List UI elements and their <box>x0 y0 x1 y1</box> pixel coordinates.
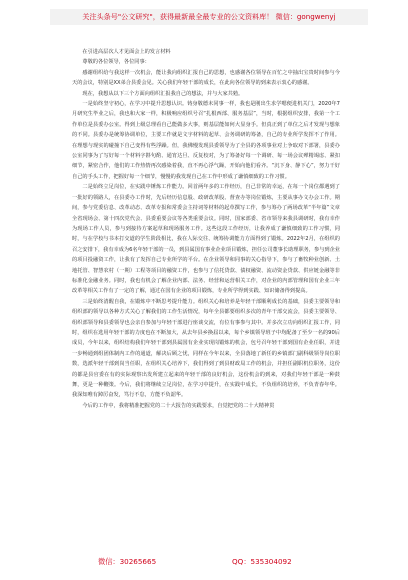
header-banner: 关注头条号"公文研究"，获得最新最全最专业的公文资料库！ 微信：gongwenyj <box>50 9 368 25</box>
footer-wechat: 微信：30265665 <box>98 557 157 566</box>
paragraph: 二是始终立足岗位，在实践中锤炼工作能力。回首两年多的工作经历，自己非常的幸运，在每一个岗位都遇到了一批好的领路人，在县委办工作时，先后经历信息股、政研改革股、督查办等岗位锻炼，主要从事办文办会工作。期间，参与党委信息、改革动态、改革专报和常委会主持词等材料的起草撰写工作，参与筹办了两场改革“半年篇”文章全省现场会、第十四次党代会、县委重要会议等各类重要会议。同时，国家部委、省市领导来我县调研时，我有幸作为现场工作人员，参与到接待方案起草和现场服务工作。这些这段工作经历，让我养成了谦慎细致的工作习惯，同时，与在学校与书本打交道的学生阶段相比，我在人际交往、统筹协调能力方面得到了锻炼。2022年2月，在组织的召之安排下，我有幸成为6名年轻干部的一员，到县属国有事业企业项目锻炼，担任公司董事长助理职务，参与到企业的项目投融资工作，让我有了发挥自己专业所学的平台。在企业领导和同事的关心指导下，参与了畜牧种业创新、土地托管、智慧农村（一期）工程等项目的融资工作，也参与了信托贷款、债权融资、流动资金贷款、供应链金融等非标准化金融业务。同时，我也有机会了解企业内部、法务、经营和运营相关工作，对企业的内部管理和国有企业三年改革等相关工作有了一定的了解，通过在国有企业的项目锻炼，专业所学得到实践、知识储备得到提高。 <box>72 184 340 295</box>
document-body <box>72 47 340 411</box>
document-title: 在引进高层次人才见面会上的发言材料 <box>82 49 171 55</box>
salutation: 尊敬的各位领导，各位同事： <box>82 59 150 66</box>
paragraph: 一是始终坚守初心，在学习中提升思想认识。铸身敬德未同事一样，我也是刚出生求学嗯便进机关门，2020年7月研究生毕业之后，我也和大家一样，积极响应组织号召“扎根西部、服务基层”，当时，根据组织安排，我第一个工作单位是县委办公室。得到上级总理看自己能做多大事，则基层能如何大显身手。但真正到了单位之后才发现与想象的不同。县委办是统筹协调单位，主要工作就是文字材料的起草、会务调研的筹备，自己的专业所学发挥不了作用。在理想与现实的碰撞下自己变得有些浮躁。但，我佛慢发现县委领导为了全县的各项事业对上争取对下部署，县委办公室同事为了写好每一个材料字斟句酌、通宵达旦、反复校对，为了筹备好每一个调研、每一场会议殚精竭虑、紧扣细节，紧密合作，他们的工作热情再次感染着我，直不再心浮气躁，开始向他们看齐。“沉下身、静下心”，努力干好自己的手头工作，把握好每一个细节，慢慢的我发现自己在工作中形成了谦慎细致的工作习惯。 <box>72 101 340 180</box>
paragraph: 现在，我想从以下三个方面向组织汇报我自己的想法，并与大家共勉。 <box>82 90 244 97</box>
paragraph: 三是始终清醒自我，在锻炼中不断思考提升能力。组织关心和培养是年轻干部顺利成长的基础，县委主要领导和组织部的领导以各种方式关心了解我们的工作生活情况，每年全县都要组织多次的青年干部交流会，县委主要领导、组织部领导和县委领导也会亲自参加与年轻干部进行座谈交流，有位有事参与其中。并多次立功向组织汇报工作，同时，组织在选用年轻干部的力度也在不断加大，从去年县乡换届以来，每个乡镇领导班子中均配备了至少一名的90后成员，今年以来，组织结构我们年轻干部到县属国有企业实现岗锻炼的机会，包号召年轻干部到国有企业任职，并进一步畅通到组团体制内工作的通道，解决后顾之忧，同样在今年以来，全县落地了新任的乡镇部门副科级领导岗位职数，选派年轻干部到岗当任职，在组织关心培养下，我们得到了到县财政局工作的机会，并担任副职机位职务，这份的都是县官委在有的实际观察出发所建立起来的年轻干部的良好机会，这份机会的到来，对我们年轻干部是一种鼓舞，更是一种鞭策。今后，我们将继续立足岗位，在学习中提升，在实践中成长，不负组织的培养，不负青春年华。我深知唯有踔厉奋发，笃行不怠，方能不负韶华。 <box>72 298 340 399</box>
paragraph: 今后的工作中，我将精准把握党的二十大报告的实践要求，自觉把党的二十大精神贯 <box>82 402 275 409</box>
footer-qq: QQ：535304092 <box>232 557 292 566</box>
footer-contact <box>0 555 408 569</box>
paragraph: 感谢组织给与我这样一次机会，能让我向组织汇报自己的思想，也感谢各位领导在百忙之中抽出宝贵时间参与今天的会议，特别是XX弟合县委会见。关心我们年轻干部的成长，在此向各位领导的到来表示衷心的感谢。 <box>72 69 340 87</box>
